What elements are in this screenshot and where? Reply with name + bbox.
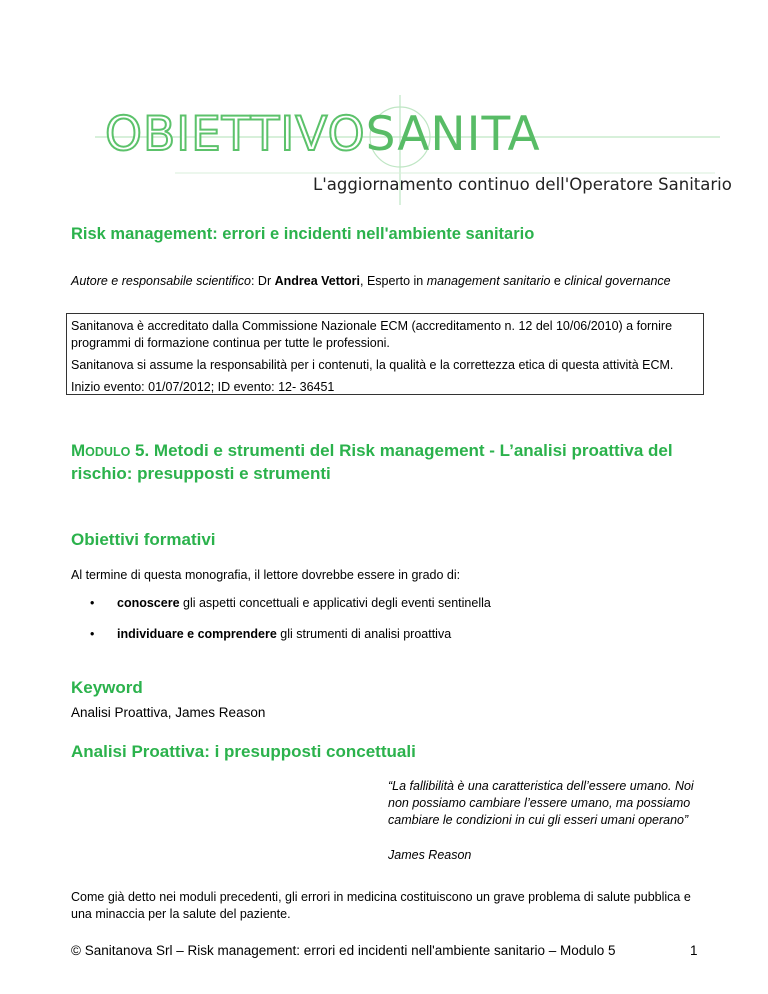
bullet-icon: • (90, 596, 95, 610)
accreditation-box (66, 313, 704, 395)
author-line: Autore e responsabile scientifico: Dr Andrea Vettori, Esperto in management sanitario e clinical governance (71, 274, 671, 288)
objective-item: • conoscere gli aspetti concettuali e applicativi degli eventi sentinella (90, 596, 491, 610)
module-title: MODULO 5. Metodi e strumenti del Risk management - L’analisi proattiva del rischio: presupposti e strumenti (71, 441, 673, 483)
objective-item: • individuare e comprendere gli strumenti di analisi proattiva (90, 627, 452, 641)
analysis-heading: Analisi Proattiva: i presupposti concettuali (71, 742, 416, 761)
objectives-heading: Obiettivi formativi (71, 530, 216, 549)
logo-tagline: L'aggiornamento continuo dell'Operatore Sanitario (313, 175, 732, 194)
footer-text: © Sanitanova Srl – Risk management: errori ed incidenti nell'ambiente sanitario – Modulo 5 (71, 943, 616, 958)
obiettivosanita-logo (95, 95, 732, 205)
quote-author: James Reason (388, 848, 472, 862)
document-title: Risk management: errori e incidenti nell'ambiente sanitario (71, 225, 535, 243)
page-number: 1 (690, 943, 698, 958)
reason-quote: “La fallibilità è una caratteristica dell’essere umano. Noi non possiamo cambiare l’essere umano, ma possiamo cambiare le condizioni in cui gli esseri umani operano” (388, 779, 694, 827)
objectives-intro: Al termine di questa monografia, il lettore dovrebbe essere in grado di: (71, 568, 461, 582)
logo-wordmark: OBIETTIVOSANITA (105, 107, 541, 162)
accreditation-text-1: Sanitanova è accreditato dalla Commissione Nazionale ECM (accreditamento n. 12 del 10/06/2010) a fornire programmi di formazione continua per tutte le professioni. (71, 319, 673, 350)
bullet-icon: • (90, 627, 95, 641)
accreditation-event-info: Inizio evento: 01/07/2012; ID evento: 12- 36451 (71, 380, 335, 394)
accreditation-text-2: Sanitanova si assume la responsabilità per i contenuti, la qualità e la correttezza etica di questa attività ECM. (71, 358, 674, 372)
keyword-heading: Keyword (71, 678, 143, 697)
keyword-text: Analisi Proattiva, James Reason (71, 705, 266, 720)
intro-paragraph: Come già detto nei moduli precedenti, gli errori in medicina costituiscono un grave problema di salute pubblica e una minaccia per la salute del paziente. (71, 890, 691, 921)
